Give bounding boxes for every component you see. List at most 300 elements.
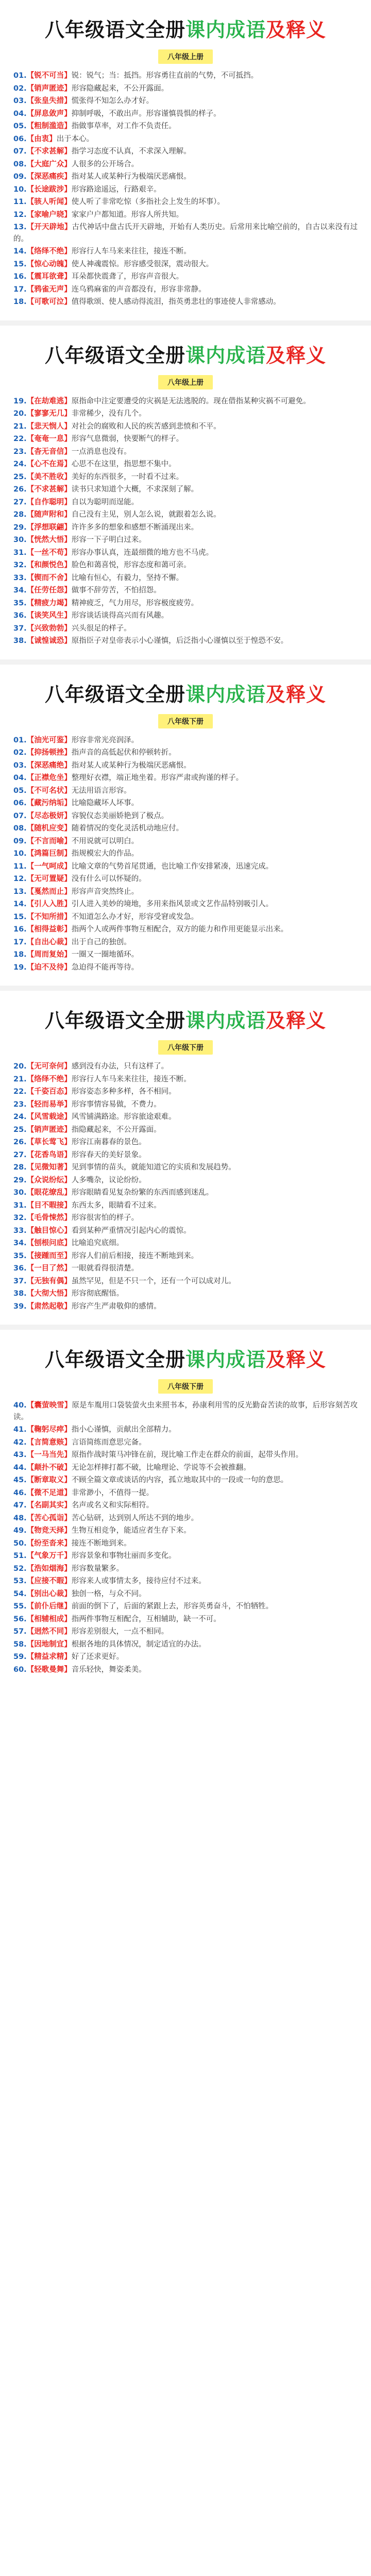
bracket-open: 【 — [26, 1088, 35, 1096]
bracket-open: 【 — [26, 260, 35, 268]
bracket-open: 【 — [26, 1290, 35, 1298]
bracket-close: 】 — [64, 247, 72, 256]
bracket-open: 【 — [26, 862, 35, 871]
entry-number: 53. — [13, 1577, 27, 1585]
idiom-word: 戛然而止 — [34, 887, 64, 896]
bracket-open: 【 — [26, 247, 35, 256]
idiom-word: 轻而易举 — [34, 1100, 64, 1109]
bracket-close: 】 — [64, 1401, 72, 1410]
entry-number: 12. — [13, 210, 27, 219]
entry-number: 17. — [13, 938, 27, 946]
entry-number: 27. — [13, 498, 27, 506]
entry-number: 09. — [13, 837, 27, 845]
idiom-definition: 美好的东西很多，一时看不过来。 — [71, 472, 184, 481]
idiom-word: 销声匿迹 — [34, 1125, 64, 1134]
idiom-definition: 指学习态度不认真，不求深入理解。 — [71, 147, 191, 156]
bracket-close: 】 — [64, 523, 72, 532]
list-item — [13, 284, 358, 296]
bracket-open: 【 — [26, 1277, 35, 1285]
idiom-definition: 见到事情的苗头，就能知道它的实质和发展趋势。 — [71, 1163, 236, 1172]
bracket-close: 】 — [64, 925, 72, 934]
bracket-open: 【 — [26, 397, 35, 405]
idiom-definition: 虽然罕见，但是不只一个，还有一个可以成对儿。 — [71, 1277, 236, 1285]
idiom-definition: 许许多多的想象和感想不断涌现出来。 — [71, 523, 199, 532]
bracket-close: 】 — [64, 1239, 72, 1247]
idiom-definition: 形容隐藏起来，不公开露面。 — [71, 84, 169, 93]
entry-number: 36. — [13, 612, 27, 620]
entry-number: 10. — [13, 185, 27, 194]
idiom-word: 在劫难逃 — [34, 397, 64, 405]
idiom-definition: 引人进入美妙的境地，多用来指风景或文艺作品特别吸引人。 — [71, 900, 274, 908]
bracket-close: 】 — [64, 850, 72, 858]
bracket-close: 】 — [64, 1615, 72, 1623]
list-item — [13, 1664, 358, 1676]
idiom-word: 无可置疑 — [34, 875, 64, 883]
idiom-word: 络绎不绝 — [34, 1075, 64, 1083]
bracket-close: 】 — [64, 1290, 72, 1298]
idiom-definition: 风雪铺满路途。形容旅途艰难。 — [71, 1113, 176, 1121]
list-item — [13, 911, 358, 923]
bracket-close: 】 — [64, 1125, 72, 1134]
idiom-word: 兴致勃勃 — [34, 624, 64, 633]
list-item — [13, 246, 358, 258]
idiom-definition: 好了还求更好。 — [71, 1653, 124, 1661]
list-item — [13, 95, 358, 107]
entry-number: 59. — [13, 1653, 27, 1661]
entry-number: 07. — [13, 147, 27, 156]
list-item — [13, 1614, 358, 1625]
idiom-definition: 不知道怎么办才好，形容受窘或发急。 — [71, 912, 199, 921]
list-item — [13, 610, 358, 622]
bracket-open: 【 — [26, 1640, 35, 1649]
entry-number: 25. — [13, 1125, 27, 1134]
idiom-definition: 对社会的腐败和人民的疾苦感到悲愤和不平。 — [71, 422, 221, 431]
idiom-definition: 心思不在这里，指思想不集中。 — [71, 460, 176, 468]
idiom-word: 开天辟地 — [34, 223, 64, 231]
title-part: 八年级语文全册 — [44, 683, 185, 706]
bracket-close: 】 — [64, 1264, 72, 1273]
idiom-definition: 耳朵都快震聋了，形容声音很大。 — [71, 273, 184, 281]
title-part: 课内成语 — [185, 683, 266, 706]
bracket-close: 】 — [64, 761, 72, 770]
list-item — [13, 1588, 358, 1600]
grade-badge: 八年级下册 — [158, 1379, 213, 1394]
idiom-definition: 没有什么可以怀疑的。 — [71, 875, 146, 883]
idiom-definition: 一圈又一圈地循环。 — [71, 951, 139, 959]
list-item — [13, 1639, 358, 1651]
bracket-close: 】 — [64, 887, 72, 896]
list-item — [13, 572, 358, 584]
idiom-word: 微不足道 — [34, 1488, 64, 1497]
entry-number: 22. — [13, 1088, 27, 1096]
entry-number: 54. — [13, 1589, 27, 1598]
idiom-word: 锲而不舍 — [34, 573, 64, 582]
idiom-word: 不言而喻 — [34, 837, 64, 845]
bracket-close: 】 — [64, 875, 72, 883]
idiom-word: 物竞天择 — [34, 1527, 64, 1535]
bracket-close: 】 — [64, 1277, 72, 1285]
idiom-definition: 比喻文章的气势首尾贯通，也比喻工作安排紧凑，迅速完成。 — [71, 862, 274, 871]
bracket-close: 】 — [64, 1100, 72, 1109]
bracket-close: 】 — [64, 1527, 72, 1535]
bracket-close: 】 — [64, 1488, 72, 1497]
idiom-definition: 指两个人或两件事物互相配合，双方的能力和作用更能显示出来。 — [71, 925, 289, 934]
idiom-definition: 东西太多，眼睛看不过来。 — [71, 1201, 161, 1210]
idiom-definition: 指对某人或某种行为极端厌恶痛恨。 — [71, 173, 191, 181]
entry-number: 40. — [13, 1401, 27, 1410]
bracket-close: 】 — [64, 84, 72, 93]
bracket-open: 【 — [26, 951, 35, 959]
list-item — [13, 497, 358, 509]
section-title — [13, 16, 358, 43]
list-item — [13, 421, 358, 433]
title-part: 八年级语文全册 — [44, 344, 185, 367]
entry-number: 09. — [13, 173, 27, 181]
entry-number: 12. — [13, 875, 27, 883]
idiom-definition: 比喻追究底细。 — [71, 1239, 124, 1247]
entry-number: 07. — [13, 811, 27, 820]
idiom-word: 眼花缭乱 — [34, 1189, 64, 1197]
list-item — [13, 1124, 358, 1136]
bracket-close: 】 — [64, 561, 72, 569]
entry-number: 32. — [13, 1214, 27, 1222]
entry-number: 14. — [13, 900, 27, 908]
entry-number: 50. — [13, 1539, 27, 1548]
bracket-close: 】 — [49, 134, 57, 143]
idiom-word: 苦心孤诣 — [34, 1514, 64, 1522]
idiom-word: 见微知著 — [34, 1163, 64, 1172]
grade-badge-wrap — [13, 375, 358, 389]
bracket-open: 【 — [26, 273, 35, 281]
bracket-open: 【 — [26, 511, 35, 519]
bracket-open: 【 — [26, 1201, 35, 1210]
idiom-definition: 形容一下子明白过来。 — [71, 536, 146, 544]
bracket-open: 【 — [26, 122, 35, 130]
section-title — [13, 1346, 358, 1373]
list-item — [13, 509, 358, 521]
bracket-open: 【 — [26, 561, 35, 569]
bracket-close: 】 — [64, 1628, 72, 1636]
bracket-open: 【 — [26, 1615, 35, 1623]
list-item — [13, 146, 358, 158]
list-item — [13, 209, 358, 221]
bracket-close: 】 — [64, 410, 72, 418]
list-item — [13, 1563, 358, 1575]
bracket-close: 】 — [64, 210, 72, 219]
idiom-definition: 形容差别很大，一点不相同。 — [71, 1628, 169, 1636]
entry-number: 02. — [13, 84, 27, 93]
bracket-close: 】 — [64, 963, 72, 972]
idiom-word: 奄奄一息 — [34, 435, 64, 443]
list-item — [13, 446, 358, 458]
bracket-open: 【 — [26, 925, 35, 934]
entry-number: 06. — [13, 134, 27, 143]
grade-badge: 八年级上册 — [158, 375, 213, 389]
idiom-word: 不知所措 — [34, 912, 64, 921]
list-item — [13, 962, 358, 974]
entry-number: 04. — [13, 109, 27, 118]
list-item — [13, 823, 358, 835]
bracket-close: 】 — [64, 1552, 72, 1560]
entry-number: 17. — [13, 285, 27, 294]
grade-badge: 八年级下册 — [158, 1040, 213, 1055]
bracket-close: 】 — [64, 1302, 72, 1311]
bracket-open: 【 — [26, 786, 35, 795]
idiom-word: 风雪载途 — [34, 1113, 64, 1121]
idiom-definition: 非常渺小，不值得一提。 — [71, 1488, 154, 1497]
list-item — [13, 1225, 358, 1237]
bracket-close: 】 — [64, 1214, 72, 1222]
list-item — [13, 1525, 358, 1537]
bracket-close: 】 — [64, 1426, 72, 1434]
idiom-word: 一气呵成 — [34, 862, 64, 871]
idiom-definition: 读书只求知道个大概，不求深刻了解。 — [71, 485, 199, 494]
list-item — [13, 1250, 358, 1262]
list-item — [13, 271, 358, 283]
entry-number: 04. — [13, 774, 27, 782]
idiom-word: 颠扑不破 — [34, 1463, 64, 1472]
idiom-word: 气象万千 — [34, 1552, 64, 1560]
bracket-open: 【 — [26, 1501, 35, 1510]
bracket-open: 【 — [26, 749, 35, 757]
idiom-word: 可歌可泣 — [34, 298, 64, 306]
bracket-open: 【 — [26, 223, 35, 231]
bracket-open: 【 — [26, 97, 35, 105]
idiom-definition: 形容办事认真，连最细微的地方也不马虎。 — [71, 548, 214, 557]
idiom-definition: 原是车胤用口袋装萤火虫来照书本，孙康利用雪的反光勤奋苦读的故事，后形容刻苦攻读。 — [13, 1401, 358, 1421]
bracket-open: 【 — [26, 198, 35, 206]
idiom-definition: 做事不辞劳苦，不怕招怨。 — [71, 586, 161, 595]
entry-number: 38. — [13, 1290, 27, 1298]
entry-number: 13. — [13, 223, 27, 231]
list-item — [13, 886, 358, 898]
bracket-close: 】 — [64, 586, 72, 595]
grade-badge-wrap — [13, 49, 358, 64]
entry-number: 57. — [13, 1628, 27, 1636]
bracket-open: 【 — [26, 761, 35, 770]
list-item — [13, 899, 358, 910]
entry-number: 30. — [13, 1189, 27, 1197]
idiom-word: 和颜悦色 — [34, 561, 64, 569]
entry-number: 31. — [13, 1201, 27, 1210]
idiom-definition: 指小心谨慎，贡献出全部精力。 — [71, 1426, 176, 1434]
idiom-word: 大庭广众 — [34, 160, 64, 168]
idiom-word: 触目惊心 — [34, 1226, 64, 1235]
idiom-definition: 形容数量繁多。 — [71, 1564, 124, 1573]
idiom-word: 深恶痛疾 — [34, 173, 64, 181]
list-item — [13, 873, 358, 885]
bracket-close: 】 — [64, 1589, 72, 1598]
list-item — [13, 1149, 358, 1161]
idiom-definition: 人多嘴杂，议论纷纷。 — [71, 1176, 146, 1184]
entry-number: 48. — [13, 1514, 27, 1522]
idiom-definition: 名声或名义和实际相符。 — [71, 1501, 154, 1510]
idiom-definition: 感到没有办法，只有这样了。 — [71, 1062, 169, 1071]
idiom-word: 销声匿迹 — [34, 84, 64, 93]
idiom-definition: 原指命中注定要遭受的灾祸是无法逃脱的。现在借指某种灾祸不可避免。 — [71, 397, 311, 405]
entry-number: 05. — [13, 122, 27, 130]
idiom-definition: 自己没有主见，别人怎么说，就跟着怎么说。 — [71, 511, 221, 519]
bracket-close: 】 — [64, 1150, 72, 1159]
list-item — [13, 937, 358, 948]
entry-number: 55. — [13, 1602, 27, 1611]
entry-number: 01. — [13, 736, 27, 744]
bracket-close: 】 — [64, 1640, 72, 1649]
bracket-close: 】 — [64, 397, 72, 405]
entry-number: 28. — [13, 1163, 27, 1172]
list-item — [13, 772, 358, 784]
entry-number: 29. — [13, 1176, 27, 1184]
idiom-definition: 形容路途遥远，行路艰辛。 — [71, 185, 161, 194]
entry-number: 23. — [13, 1100, 27, 1109]
entry-number: 06. — [13, 799, 27, 807]
bracket-close: 】 — [64, 472, 72, 481]
entry-number: 49. — [13, 1527, 27, 1535]
idiom-definition: 形容产生严肃敬仰的感情。 — [71, 1302, 161, 1311]
entry-number: 27. — [13, 1150, 27, 1159]
list-item — [13, 1575, 358, 1587]
bracket-open: 【 — [26, 837, 35, 845]
idiom-definition: 比喻有恒心，有毅力，坚持不懈。 — [71, 573, 184, 582]
idiom-word: 众说纷纭 — [34, 1176, 64, 1184]
bracket-close: 】 — [64, 1514, 72, 1522]
entry-number: 19. — [13, 397, 27, 405]
idiom-word: 尽态极妍 — [34, 811, 64, 820]
list-item — [13, 408, 358, 420]
bracket-close: 】 — [64, 1088, 72, 1096]
idiom-word: 鸦雀无声 — [34, 285, 64, 294]
idiom-word: 正襟危坐 — [34, 774, 64, 782]
list-item — [13, 1187, 358, 1199]
bracket-open: 【 — [26, 1653, 35, 1661]
list-item — [13, 70, 358, 82]
idiom-list — [13, 735, 358, 974]
idiom-definition: 前面的倒下了，后面的紧跟上去，形容英勇奋斗，不怕牺牲。 — [71, 1602, 274, 1611]
idiom-list — [13, 1400, 358, 1675]
entry-number: 33. — [13, 1226, 27, 1235]
bracket-open: 【 — [26, 1176, 35, 1184]
bracket-open: 【 — [26, 736, 35, 744]
entry-number: 25. — [13, 472, 27, 481]
entry-number: 44. — [13, 1463, 27, 1472]
entry-number: 19. — [13, 963, 27, 972]
bracket-close: 】 — [64, 511, 72, 519]
idiom-definition: 一点消息也没有。 — [71, 447, 131, 456]
entry-number: 22. — [13, 435, 27, 443]
bracket-open: 【 — [26, 84, 35, 93]
idiom-word: 络绎不绝 — [34, 247, 64, 256]
idiom-section — [0, 0, 371, 326]
entry-number: 26. — [13, 485, 27, 494]
idiom-definition: 形容行人车马来来往往，接连不断。 — [71, 1075, 191, 1083]
idiom-word: 鸿篇巨制 — [34, 850, 64, 858]
list-item — [13, 747, 358, 759]
idiom-definition: 指规模宏大的作品。 — [71, 850, 139, 858]
bracket-close: 】 — [64, 1501, 72, 1510]
idiom-definition: 随着情况的变化灵活机动地应付。 — [71, 824, 184, 833]
idiom-word: 一丝不苟 — [34, 548, 64, 557]
list-item — [13, 798, 358, 809]
entry-number: 21. — [13, 422, 27, 431]
bracket-open: 【 — [26, 1062, 35, 1071]
idiom-word: 轻歌曼舞 — [34, 1665, 64, 1674]
bracket-open: 【 — [26, 422, 35, 431]
idiom-definition: 形容景象和事物壮丽而多变化。 — [71, 1552, 176, 1560]
entry-number: 03. — [13, 761, 27, 770]
idiom-word: 一马当先 — [34, 1451, 64, 1459]
entry-number: 08. — [13, 824, 27, 833]
entry-number: 60. — [13, 1665, 27, 1674]
entry-number: 52. — [13, 1564, 27, 1573]
entry-number: 20. — [13, 410, 27, 418]
list-item — [13, 184, 358, 196]
bracket-close: 】 — [64, 72, 72, 80]
idiom-definition: 指声音的高低起伏和停顿转折。 — [71, 749, 176, 757]
entry-number: 33. — [13, 573, 27, 582]
idiom-definition: 出于自己的独创。 — [71, 938, 131, 946]
idiom-word: 囊萤映雪 — [34, 1401, 64, 1410]
bracket-open: 【 — [26, 210, 35, 219]
bracket-open: 【 — [26, 599, 35, 607]
title-part: 课内成语 — [185, 19, 266, 41]
idiom-definition: 使人听了非常吃惊（多指社会上发生的坏事）。 — [71, 198, 225, 206]
entry-number: 58. — [13, 1640, 27, 1649]
bracket-open: 【 — [26, 72, 35, 80]
bracket-open: 【 — [26, 1239, 35, 1247]
idiom-definition: 形容谈话谈得高兴而有风趣。 — [71, 612, 169, 620]
title-part: 八年级语文全册 — [44, 19, 185, 41]
bracket-open: 【 — [26, 1189, 35, 1197]
list-item — [13, 1651, 358, 1663]
list-item — [13, 1162, 358, 1174]
idiom-definition: 人很多的公开场合。 — [71, 160, 139, 168]
bracket-open: 【 — [26, 523, 35, 532]
entry-number: 15. — [13, 912, 27, 921]
bracket-close: 】 — [64, 837, 72, 845]
list-item — [13, 259, 358, 270]
bracket-open: 【 — [26, 447, 35, 456]
list-item — [13, 949, 358, 961]
bracket-close: 】 — [64, 1665, 72, 1674]
bracket-open: 【 — [26, 298, 35, 306]
idiom-word: 断章取义 — [34, 1476, 64, 1484]
title-part: 课内成语 — [185, 1348, 266, 1371]
list-item — [13, 1263, 358, 1275]
idiom-word: 自出心裁 — [34, 938, 64, 946]
idiom-section — [0, 665, 371, 991]
list-item — [13, 1538, 358, 1550]
entry-number: 36. — [13, 1264, 27, 1273]
bracket-open: 【 — [26, 1264, 35, 1273]
title-part: 及释义 — [266, 344, 327, 367]
bracket-close: 】 — [64, 1451, 72, 1459]
entry-number: 35. — [13, 599, 27, 607]
idiom-word: 油光可鉴 — [34, 736, 64, 744]
idiom-word: 抑扬顿挫 — [34, 749, 64, 757]
idiom-word: 精益求精 — [34, 1653, 64, 1661]
idiom-word: 浩如烟海 — [34, 1564, 64, 1573]
idiom-word: 诚惶诚恐 — [34, 637, 64, 645]
bracket-open: 【 — [26, 1138, 35, 1146]
bracket-open: 【 — [26, 612, 35, 620]
bracket-open: 【 — [26, 887, 35, 896]
list-item — [13, 1462, 358, 1474]
grade-badge-wrap — [13, 714, 358, 728]
bracket-close: 】 — [64, 1138, 72, 1146]
idiom-definition: 形容事情容易做，不费力。 — [71, 1100, 161, 1109]
idiom-definition: 音乐轻快，舞姿柔美。 — [71, 1665, 146, 1674]
bracket-close: 】 — [64, 1163, 72, 1172]
